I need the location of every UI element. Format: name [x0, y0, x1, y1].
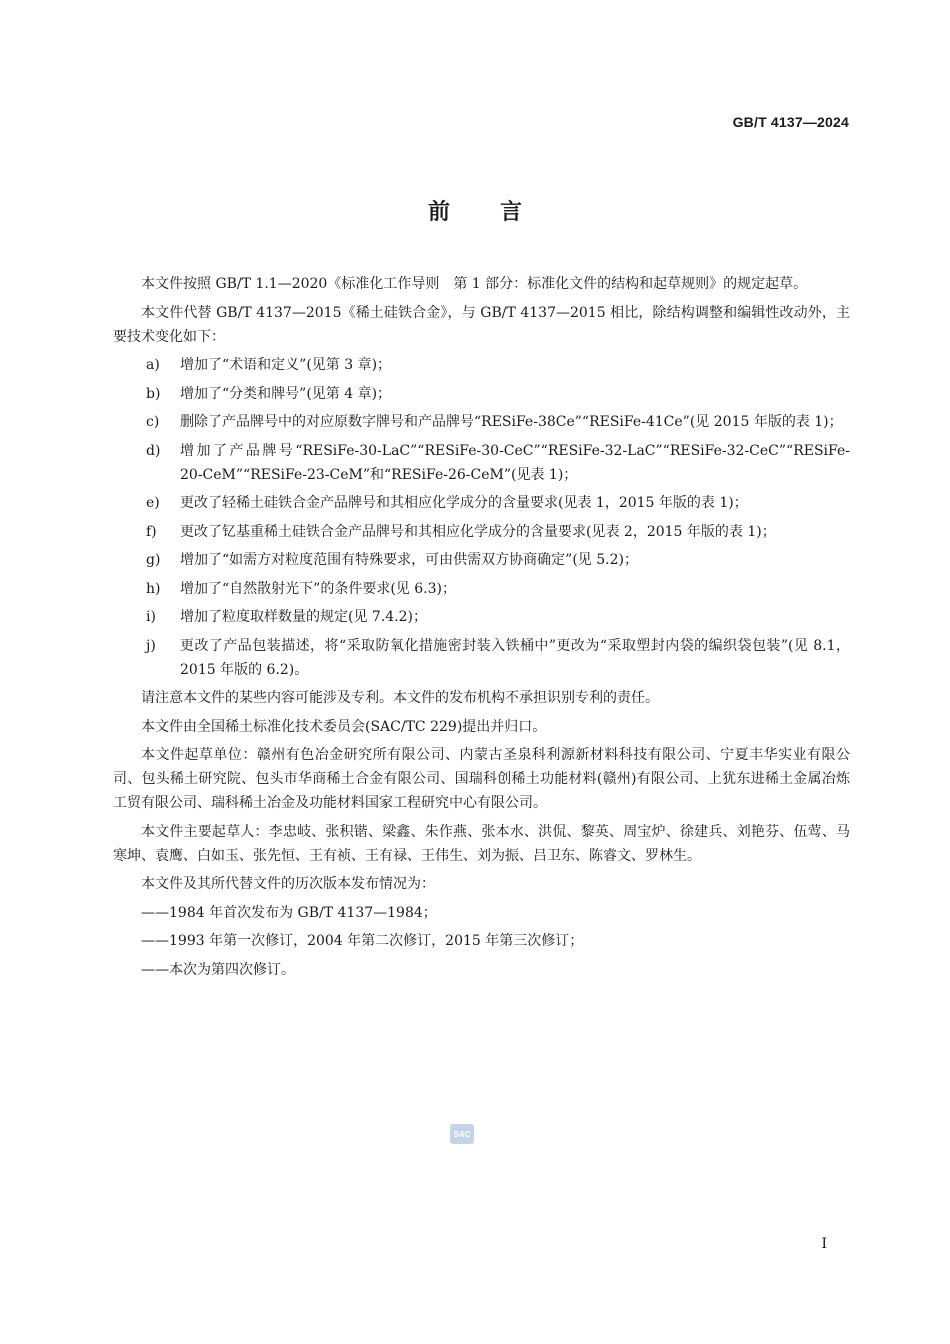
list-item-text: 更改了钇基重稀土硅铁合金产品牌号和其相应化学成分的含量要求(见表 2，2015 年版的表 1)； [180, 523, 776, 540]
paragraph-drafting-rules: 本文件按照 GB/T 1.1—2020《标准化工作导则 第 1 部分：标准化文件的结构和起草规则》的规定起草。 [141, 276, 808, 292]
list-item-label: j) [146, 637, 156, 654]
page-title: 前言 [427, 199, 572, 225]
list-item [113, 520, 850, 544]
list-item-label: h) [146, 580, 161, 597]
list-item [113, 491, 850, 515]
list-item-text: 增加了“自然散射光下”的条件要求(见 6.3)； [180, 580, 456, 597]
list-item-text: 增加了产品牌号“RESiFe-30-LaC”“RESiFe-30-CeC”“RESiFe-32-LaC”“RESiFe-32-CeC”“RESiFe-20-CeM”“RESiFe-23-CeM”和“RESiFe-26-CeM”(见表 1)； [180, 442, 850, 483]
list-item [113, 577, 850, 601]
list-item-text: 增加了粒度取样数量的规定(见 7.4.2)； [180, 609, 427, 625]
paragraph-patent-notice: 请注意本文件的某些内容可能涉及专利。本文件的发布机构不承担识别专利的责任。 [141, 690, 659, 706]
list-item-label: d) [146, 442, 161, 459]
list-item-text: 增加了“分类和牌号”(见第 4 章)； [180, 385, 392, 402]
paragraph-committee: 本文件由全国稀土标准化技术委员会(SAC/TC 229)提出并归口。 [141, 718, 547, 735]
list-item [113, 439, 850, 487]
list-item-label: a) [146, 357, 160, 373]
list-item [113, 353, 850, 377]
list-item-text: 更改了产品包装描述，将“采取防氧化措施密封装入铁桶中”更改为“采取塑封内袋的编织袋包装”(见 8.1，2015 年版的 6.2)。 [180, 637, 850, 678]
history-item: ——1993 年第一次修订，2004 年第二次修订，2015 年第三次修订； [141, 933, 584, 949]
sac-watermark-logo [449, 1122, 475, 1146]
paragraph-drafting-units: 本文件起草单位：赣州有色冶金研究所有限公司、内蒙古圣泉科利源新材料科技有限公司、宁夏丰华实业有限公司、包头稀土研究院、包头市华商稀土合金有限公司、国瑞科创稀土功能材料(赣州)有限公司、上犹东进稀土金属冶炼工贸有限公司、瑞科稀土冶金及功能材料国家工程研究中心有限公司。 [113, 747, 850, 811]
list-item-label: b) [146, 385, 161, 402]
standard-code: GB/T 4137—2024 [732, 114, 849, 130]
list-item [113, 382, 850, 406]
list-item [113, 634, 850, 682]
paragraph-drafters: 本文件主要起草人：李忠岐、张积锴、梁鑫、朱作燕、张本水、洪侃、黎英、周宝炉、徐建兵、刘艳芬、伍莺、马寒坤、袁鹰、白如玉、张先恒、王有祯、王有禄、王伟生、刘为振、吕卫东、陈睿文、罗林生。 [113, 823, 850, 864]
list-item [113, 410, 850, 434]
history-item: ——本次为第四次修订。 [141, 961, 295, 978]
list-item-text: 删除了产品牌号中的对应原数字牌号和产品牌号“RESiFe-38Ce”“RESiFe-41Ce”(见 2015 年版的表 1)； [180, 414, 843, 430]
list-item-label: g) [146, 552, 161, 568]
document-body [113, 272, 850, 986]
list-item-label: e) [146, 495, 160, 511]
list-item [113, 605, 850, 629]
list-item-label: f) [146, 523, 157, 540]
list-item-text: 增加了“术语和定义”(见第 3 章)； [180, 357, 392, 373]
page-number: I [821, 1236, 827, 1252]
history-item: ——1984 年首次发布为 GB/T 4137—1984； [141, 904, 437, 921]
list-item-text: 增加了“如需方对粒度范围有特殊要求，可由供需双方协商确定”(见 5.2)； [180, 552, 638, 568]
sac-watermark-text: SAC [453, 1130, 471, 1139]
paragraph-history-intro: 本文件及其所代替文件的历次版本发布情况为： [141, 876, 435, 892]
list-item [113, 548, 850, 572]
list-item-label: c) [146, 414, 160, 430]
paragraph-replacement: 本文件代替 GB/T 4137—2015《稀土硅铁合金》，与 GB/T 4137—2015 相比，除结构调整和编辑性改动外，主要技术变化如下： [113, 304, 850, 345]
list-item-text: 更改了轻稀土硅铁合金产品牌号和其相应化学成分的含量要求(见表 1，2015 年版的表 1)； [180, 495, 748, 511]
list-item-label: i) [146, 609, 156, 625]
